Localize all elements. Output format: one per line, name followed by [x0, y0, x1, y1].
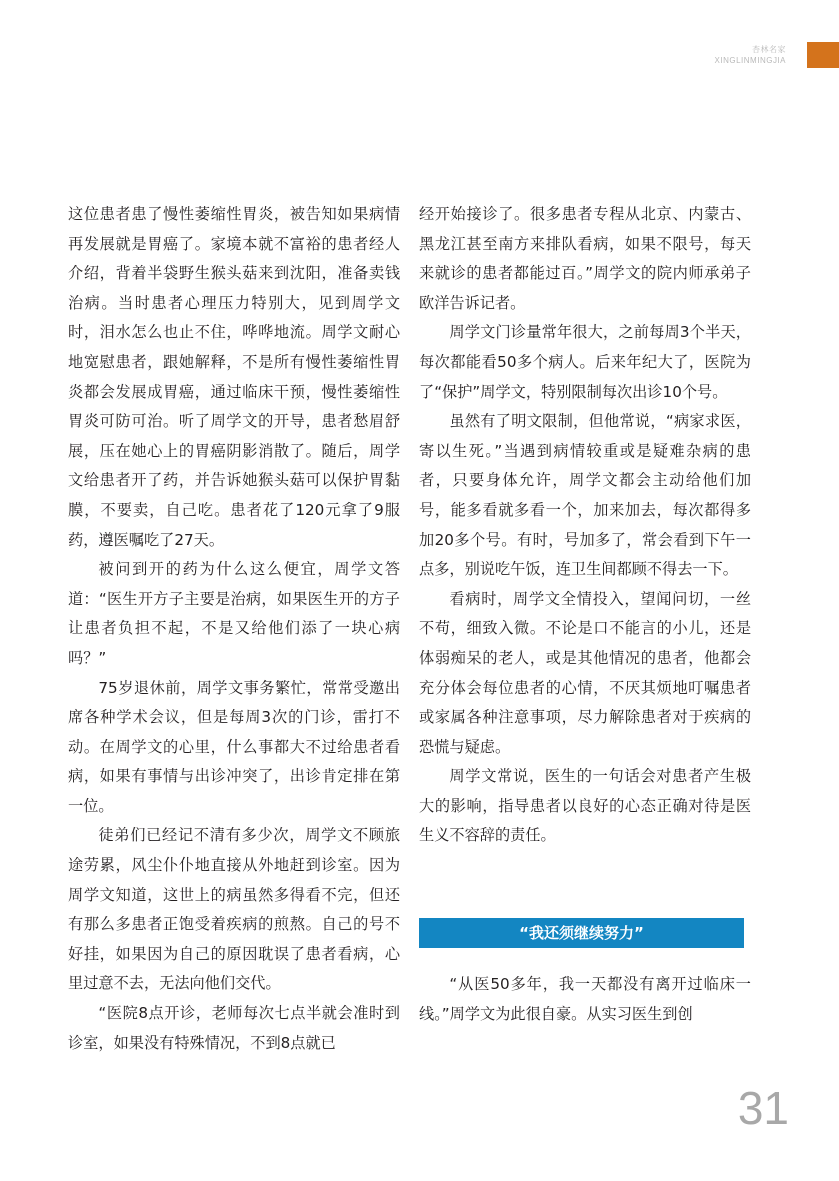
paragraph: “医院8点开诊，老师每次七点半就会准时到诊室，如果没有特殊情况，不到8点就已: [68, 1004, 400, 1052]
paragraph: “从医50多年，我一天都没有离开过临床一线。”周学文为此很自豪。从实习医生到创: [419, 975, 751, 1023]
paragraph: 这位患者患了慢性萎缩性胃炎，被告知如果病情再发展就是胃癌了。家境本就不富裕的患者经人介绍，背着半袋野生猴头菇来到沈阳，准备卖钱治病。当时患者心理压力特别大，见到周学文时，泪水怎么也止不住，哗哗地流。周学文耐心地宽慰患者，跟她解释，不是所有慢性萎缩性胃炎都会发展成胃癌，通过临床干预，慢性萎缩性胃炎可防可治。听了周学文的开导，患者愁眉舒展，压在她心上的胃癌阴影消散了。随后，周学文给患者开了药，并告诉她猴头菇可以保护胃黏膜，不要卖，自己吃。患者花了120元拿了9服药，遵医嘱吃了27天。: [68, 205, 400, 549]
paragraph: 周学文门诊量常年很大，之前每周3个半天，每次都能看50多个病人。后来年纪大了，医院为了“保护”周学文，特别限制每次出诊10个号。: [419, 323, 751, 401]
paragraph: 虽然有了明文限制，但他常说，“病家求医，寄以生死。”当遇到病情较重或是疑难杂病的患者，只要身体允许，周学文都会主动给他们加号，能多看就多看一个，加来加去，每次都得多加20多个号。有时，号加多了，常会看到下午一点多，别说吃午饭，连卫生间都顾不得去一下。: [419, 412, 751, 579]
page-number: 31: [737, 1082, 789, 1134]
right-column: [419, 200, 751, 851]
right-column-continued: [419, 970, 751, 1029]
paragraph: 徒弟们已经记不清有多少次，周学文不顾旅途劳累，风尘仆仆地直接从外地赶到诊室。因为周学文知道，这世上的病虽然多得看不完，但还有那么多患者正饱受着疾病的煎熬。自己的号不好挂，如果因为自己的原因耽误了患者看病，心里过意不去，无法向他们交代。: [68, 826, 400, 993]
paragraph: 被问到开的药为什么这么便宜，周学文答道：“医生开方子主要是治病，如果医生开的方子让患者负担不起，不是又给他们添了一块心病吗？”: [68, 560, 400, 667]
section-color-tab: [807, 42, 839, 68]
paragraph: 75岁退休前，周学文事务繁忙，常常受邀出席各种学术会议，但是每周3次的门诊，雷打不动。在周学文的心里，什么事都大不过给患者看病，如果有事情与出诊冲突了，出诊肯定排在第一位。: [68, 678, 400, 815]
running-header: [715, 44, 786, 66]
paragraph: 经开始接诊了。很多患者专程从北京、内蒙古、黑龙江甚至南方来排队看病，如果不限号，每天来就诊的患者都能过百。”周学文的院内师承弟子欧洋告诉记者。: [419, 205, 751, 312]
paragraph: 周学文常说，医生的一句话会对患者产生极大的影响，指导患者以良好的心态正确对待是医生义不容辞的责任。: [419, 767, 751, 845]
left-column: [68, 200, 400, 1058]
header-title-cn: 杏林名家: [752, 45, 786, 54]
header-title-pinyin: XINGLINMINGJIA: [714, 56, 786, 65]
paragraph: 看病时，周学文全情投入，望闻问切，一丝不苟，细致入微。不论是口不能言的小儿，还是体弱痴呆的老人，或是其他情况的患者，他都会充分体会每位患者的心情，不厌其烦地叮嘱患者或家属各种注意事项，尽力解除患者对于疾病的恐慌与疑虑。: [419, 589, 751, 756]
section-heading: “我还须继续努力”: [419, 918, 744, 948]
